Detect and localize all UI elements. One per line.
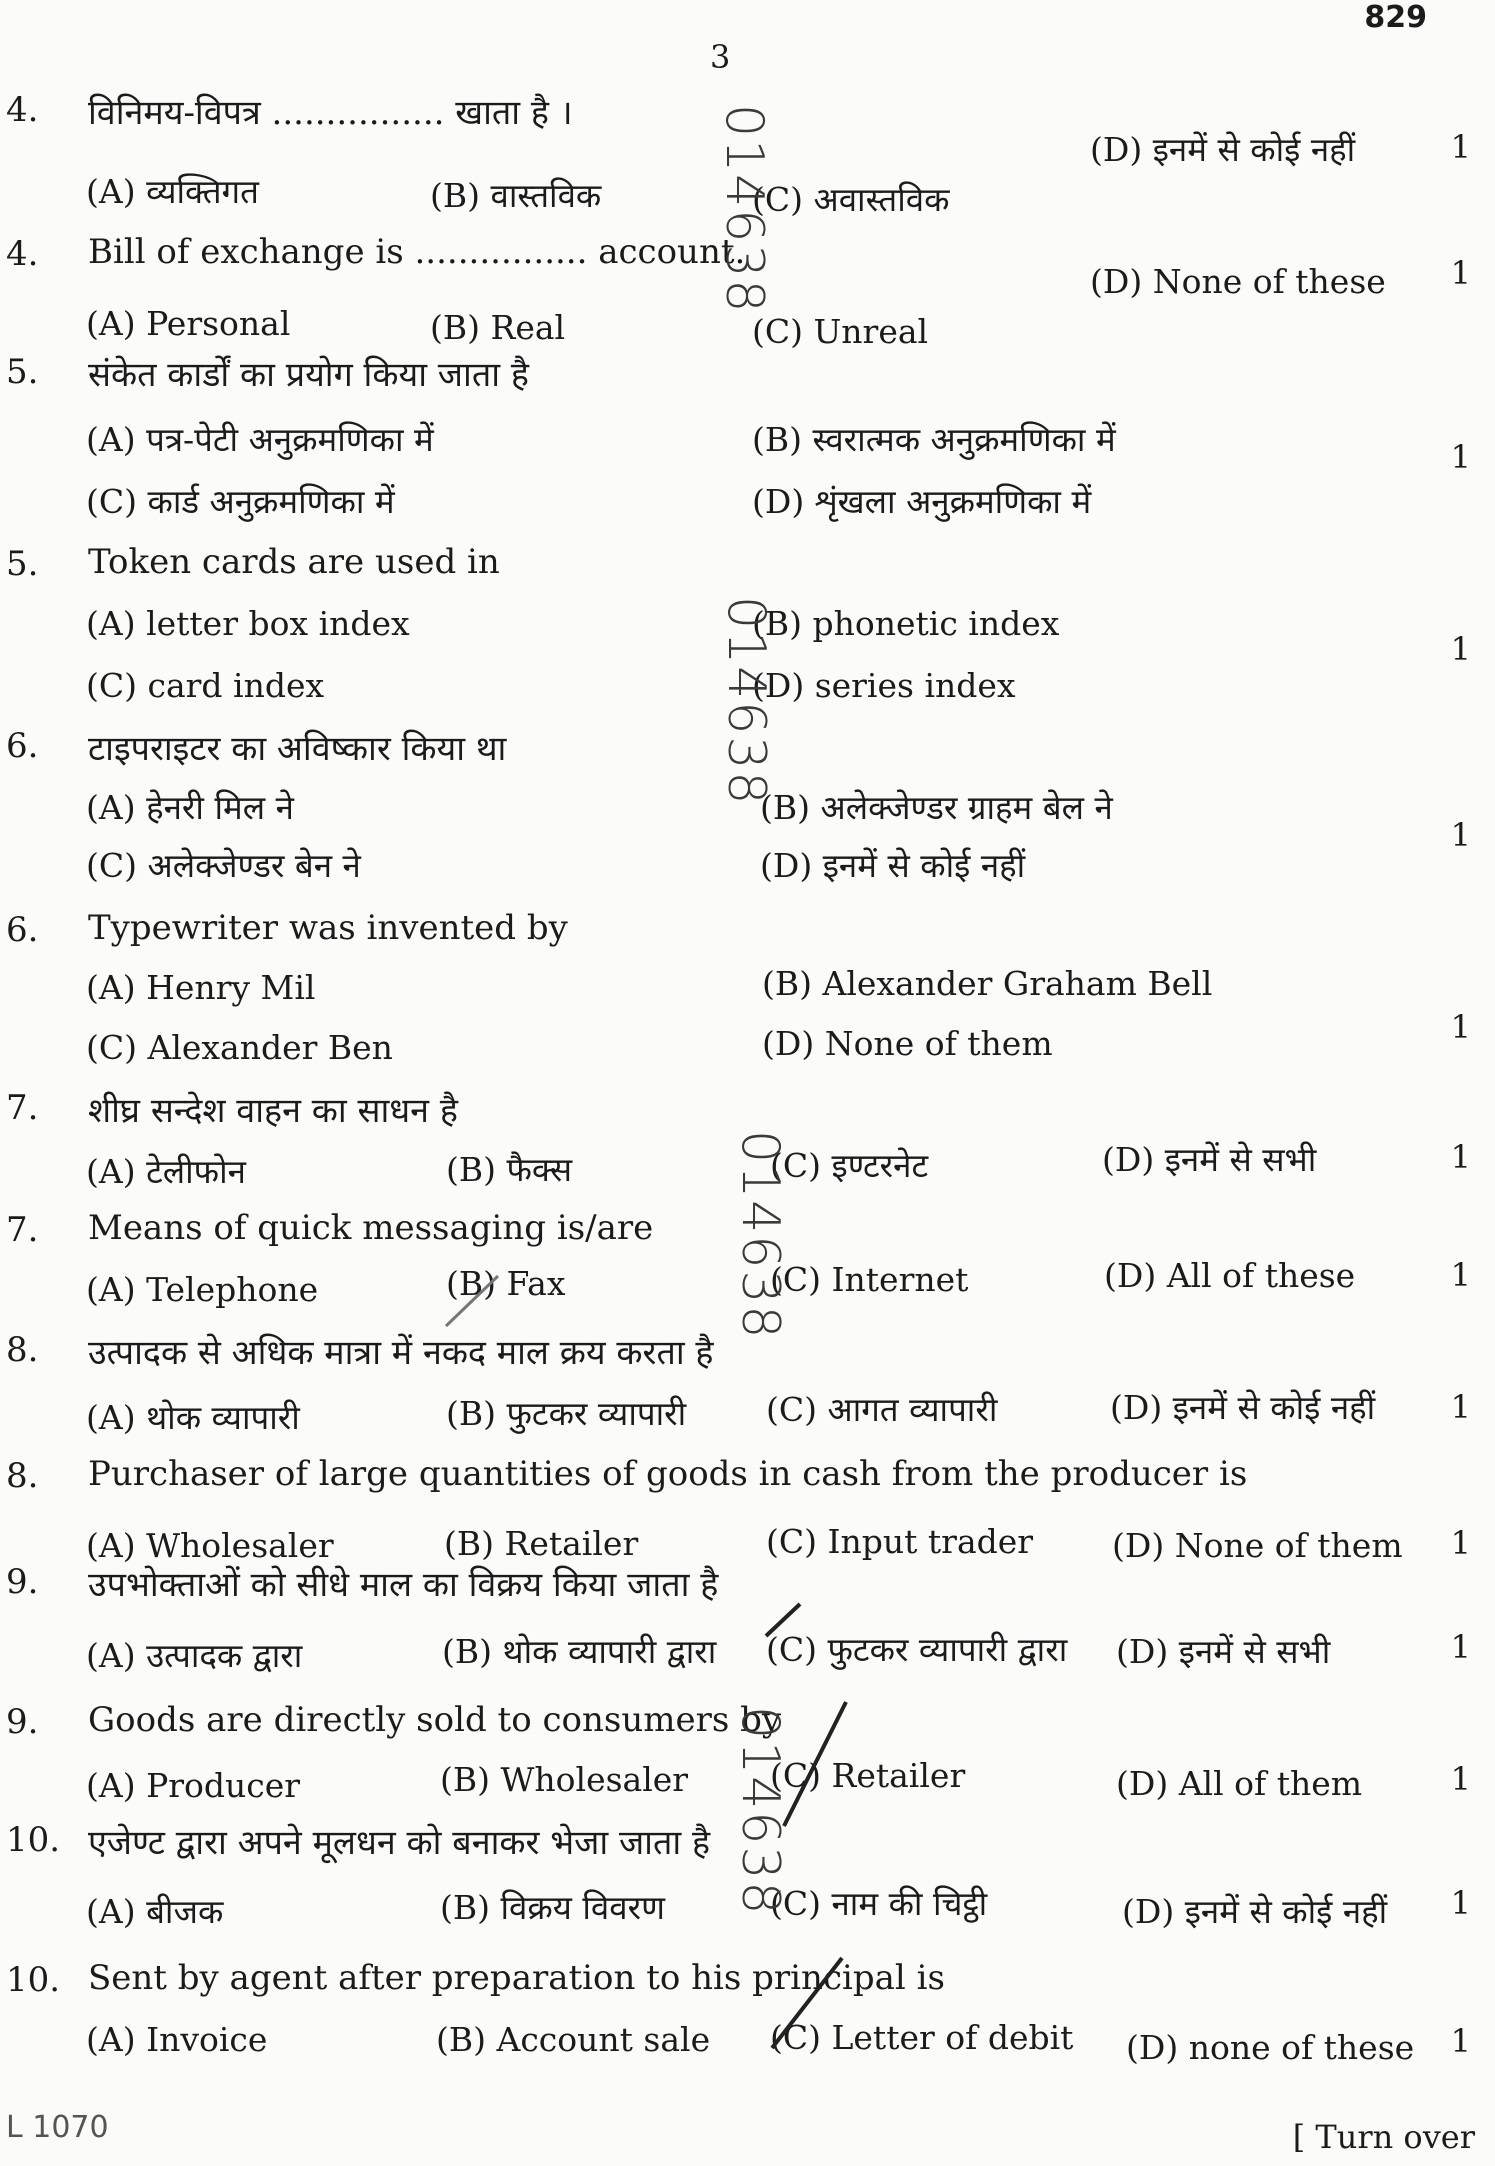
marks: 1 [1450,1524,1471,1562]
question-number: 4. [6,90,39,130]
option-c: (C) Retailer [770,1756,966,1795]
marks: 1 [1450,128,1471,166]
option-b: (B) Wholesaler [440,1760,689,1799]
question-text: शीघ्र सन्देश वाहन का साधन है [88,1091,458,1131]
option-c: (C) फुटकर व्यापारी द्वारा [766,1630,1068,1669]
option-b: (B) वास्तविक [430,176,602,215]
option-c: (C) Unreal [752,312,929,351]
option-d: (D) इनमें से कोई नहीं [760,846,1026,885]
option-c: (C) नाम की चिट्ठी [770,1884,988,1923]
option-a: (A) टेलीफोन [86,1152,246,1191]
question-text: टाइपराइटर का अविष्कार किया था [88,729,507,769]
page-number: 3 [710,38,731,76]
question-number: 4. [6,234,39,274]
stamp-code: 014638 [714,104,774,315]
question-number: 10. [6,1960,61,2000]
option-b: (B) Fax [446,1264,566,1303]
option-d: (D) इनमें से कोई नहीं [1110,1388,1376,1427]
option-d: (D) इनमें से सभी [1116,1632,1331,1671]
option-a: (A) Producer [86,1766,301,1805]
option-b: (B) phonetic index [752,604,1060,643]
question-text: संकेत कार्डों का प्रयोग किया जाता है [88,355,529,395]
marks: 1 [1450,816,1471,854]
question-text: Bill of exchange is ................ account. [88,232,746,272]
marks: 1 [1450,438,1471,476]
option-c: (C) Internet [770,1260,969,1299]
question-text: Token cards are used in [88,542,500,582]
option-b: (B) Alexander Graham Bell [762,964,1213,1003]
option-d: (D) series index [752,666,1016,705]
option-d: (D) शृंखला अनुक्रमणिका में [752,482,1092,521]
question-number: 5. [6,352,39,392]
marks: 1 [1450,2022,1471,2060]
question-number: 9. [6,1562,39,1602]
option-b: (B) स्वरात्मक अनुक्रमणिका में [752,420,1116,459]
question-number: 10. [6,1820,61,1860]
question-text: Means of quick messaging is/are [88,1208,654,1248]
stamp-code: 014638 [730,1706,790,1917]
pen-tick-mark [760,1596,830,1666]
footer-code: L 1070 [6,2110,109,2145]
option-a: (A) पत्र-पेटी अनुक्रमणिका में [86,420,434,459]
marks: 1 [1450,1008,1471,1046]
option-d: (D) इनमें से कोई नहीं [1090,130,1356,169]
option-b: (B) फुटकर व्यापारी [446,1394,687,1433]
question-text: Sent by agent after preparation to his principal is [88,1958,945,1998]
option-a: (A) थोक व्यापारी [86,1398,300,1437]
option-c: (C) card index [86,666,325,705]
option-b: (B) थोक व्यापारी द्वारा [442,1632,717,1671]
option-a: (A) Personal [86,304,291,343]
option-b: (B) Account sale [436,2020,711,2059]
option-c: (C) Letter of debit [770,2018,1074,2057]
marks: 1 [1450,254,1471,292]
option-a: (A) उत्पादक द्वारा [86,1636,303,1675]
option-a: (A) Telephone [86,1270,319,1309]
marks: 1 [1450,1628,1471,1666]
option-d: (D) None of them [1112,1526,1403,1565]
option-c: (C) Alexander Ben [86,1028,393,1067]
option-b: (B) विक्रय विवरण [440,1888,665,1927]
option-a: (A) व्यक्तिगत [86,172,259,211]
option-b: (B) अलेक्जेण्डर ग्राहम बेल ने [760,788,1113,827]
option-c: (C) अवास्तविक [752,180,950,219]
question-number: 6. [6,910,39,950]
turn-over-label: [ Turn over [1292,2118,1475,2156]
option-b: (B) फैक्स [446,1150,573,1189]
question-number: 6. [6,726,39,766]
option-d: (D) All of them [1116,1764,1363,1803]
option-d: (D) none of these [1126,2028,1415,2067]
option-d: (D) इनमें से कोई नहीं [1122,1892,1388,1931]
question-number: 9. [6,1702,39,1742]
pen-tick-mark [762,1948,852,2058]
option-c: (C) अलेक्जेण्डर बेन ने [86,846,361,885]
option-a: (A) हेनरी मिल ने [86,788,294,827]
stamp-code: 014638 [716,596,776,807]
question-number: 8. [6,1330,39,1370]
pen-tick-mark [440,1266,510,1336]
corner-code: 829 [1364,0,1427,35]
marks: 1 [1450,1760,1471,1798]
question-text: Typewriter was invented by [88,908,568,948]
option-a: (A) letter box index [86,604,410,643]
option-a: (A) Wholesaler [86,1526,334,1565]
marks: 1 [1450,1884,1471,1922]
option-b: (B) Retailer [444,1524,639,1563]
option-d: (D) None of them [762,1024,1053,1063]
question-number: 7. [6,1088,39,1128]
question-number: 7. [6,1210,39,1250]
marks: 1 [1450,1388,1471,1426]
pen-tick-mark [776,1696,856,1836]
option-c: (C) Input trader [766,1522,1034,1561]
option-a: (A) Invoice [86,2020,268,2059]
stamp-code: 014638 [730,1130,790,1341]
question-text: Purchaser of large quantities of goods in cash from the producer is [88,1454,1248,1494]
question-number: 8. [6,1456,39,1496]
question-text: एजेण्ट द्वारा अपने मूलधन को बनाकर भेजा जाता है [88,1823,711,1863]
option-a: (A) Henry Mil [86,968,316,1007]
question-text: विनिमय-विपत्र ................ खाता है । [88,93,573,133]
question-number: 5. [6,544,39,584]
question-text: Goods are directly sold to consumers by [88,1700,782,1740]
option-b: (B) Real [430,308,566,347]
option-d: (D) इनमें से सभी [1102,1140,1317,1179]
option-a: (A) बीजक [86,1892,224,1931]
option-c: (C) आगत व्यापारी [766,1390,998,1429]
option-d: (D) All of these [1104,1256,1356,1295]
question-text: उपभोक्ताओं को सीधे माल का विक्रय किया जाता है [88,1565,719,1605]
option-c: (C) कार्ड अनुक्रमणिका में [86,482,395,521]
option-d: (D) None of these [1090,262,1386,301]
marks: 1 [1450,1256,1471,1294]
option-c: (C) इण्टरनेट [770,1146,929,1185]
marks: 1 [1450,630,1471,668]
question-text: उत्पादक से अधिक मात्रा में नकद माल क्रय करता है [88,1333,714,1373]
marks: 1 [1450,1138,1471,1176]
